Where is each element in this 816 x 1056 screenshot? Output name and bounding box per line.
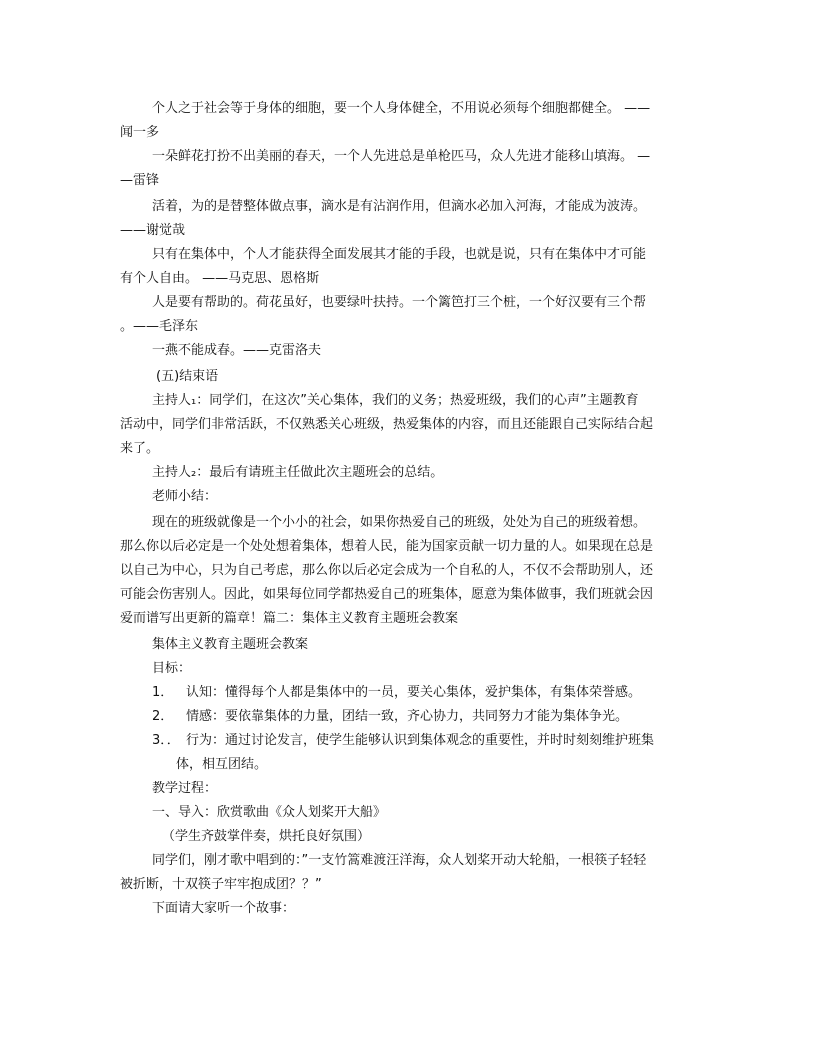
quote-5-line-2: 。——毛泽东 xyxy=(120,319,199,334)
host1-line-3: 来了。 xyxy=(120,441,160,456)
teacher-summary-line-1: 现在的班级就像是一个小小的社会，如果你热爱自己的班级，处处为自己的班级着想。 xyxy=(152,515,647,530)
quote-2-line-1: 一朵鲜花打扮不出美丽的春天，一个人先进总是单枪匹马，众人先进才能移山填海。 — xyxy=(152,149,651,164)
goal-1-number: 1． xyxy=(152,685,174,700)
goal-2-text: 情感：要依靠集体的力量，团结一致，齐心协力，共同努力才能为集体争光。 xyxy=(186,709,629,724)
goal-3-continuation: 体，相互团结。 xyxy=(176,757,268,772)
host1-line-2: 活动中，同学们非常活跃，不仅熟悉关心班级，热爱集体的内容，而且还能跟自己实际结合起 xyxy=(120,417,654,432)
process-label: 教学过程： xyxy=(152,781,218,796)
song-line-1: 同学们，刚才歌中唱到的：”一支竹篙难渡汪洋海，众人划桨开动大轮船，一根筷子轻轻 xyxy=(152,853,647,868)
quote-5-line-1: 人是要有帮助的。荷花虽好，也要绿叶扶持。一个篱笆打三个桩，一个好汉要有三个帮 xyxy=(152,295,647,310)
quote-4-line-1: 只有在集体中，个人才能获得全面发展其才能的手段，也就是说，只有在集体中才可能 xyxy=(152,247,647,262)
song-line-2: 被折断，十双筷子牢牢抱成团？？” xyxy=(120,877,322,892)
quote-3-line-1: 活着，为的是替整体做点事，滴水是有沾润作用，但滴水必加入河海，才能成为波涛。 xyxy=(152,199,647,214)
goal-label: 目标： xyxy=(152,661,192,676)
quote-2-line-2: —雷锋 xyxy=(120,173,160,188)
teacher-summary-line-3: 以自己为中心，只为自己考虑，那么你以后必定会成为一个自私的人，不仅不会帮助别人，还 xyxy=(120,563,654,578)
teacher-summary-line-4: 可能会伤害别人。因此，如果每位同学都热爱自己的班集体，愿意为集体做事，我们班就会因 xyxy=(120,587,654,602)
plan-title: 集体主义教育主题班会教案 xyxy=(152,637,309,652)
quote-1-line-2: 闻一多 xyxy=(120,125,160,140)
goal-2-number: 2． xyxy=(152,709,174,724)
teacher-summary-line-5: 爱而谱写出更新的篇章！篇二：集体主义教育主题班会教案 xyxy=(120,611,459,626)
host1-line-1: 主持人₁：同学们，在这次”关心集体，我们的义务；热爱班级，我们的心声”主题教育 xyxy=(152,393,639,408)
intro-heading: 一、导入：欣赏歌曲《众人划桨开大船》 xyxy=(152,805,387,820)
goal-3-text: 行为：通过讨论发言，使学生能够认识到集体观念的重要性，并时时刻刻维护班集 xyxy=(186,733,655,748)
section-five-heading: (五)结束语 xyxy=(156,369,219,384)
quote-6-line-1: 一燕不能成春。——克雷洛夫 xyxy=(152,343,322,358)
teacher-summary-line-2: 那么你以后必定是一个处处想着集体，想着人民，能为国家贡献一切力量的人。如果现在总是 xyxy=(120,539,654,554)
quote-1-line-1: 个人之于社会等于身体的细胞，要一个人身体健全，不用说必须每个细胞都健全。 —— xyxy=(152,101,651,116)
quote-3-line-2: ——谢觉哉 xyxy=(120,223,186,238)
story-intro: 下面请大家听一个故事： xyxy=(152,901,296,916)
teacher-summary-label: 老师小结： xyxy=(152,489,218,504)
goal-1-text: 认知：懂得每个人都是集体中的一员，要关心集体，爱护集体，有集体荣誉感。 xyxy=(186,685,642,700)
host2-line: 主持人₂：最后有请班主任做此次主题班会的总结。 xyxy=(152,465,444,480)
intro-note: （学生齐鼓掌伴奏，烘托良好氛围） xyxy=(162,829,371,844)
goal-3-number: 3．． xyxy=(152,733,180,748)
quote-4-line-2: 有个人自由。 ——马克思、恩格斯 xyxy=(120,271,320,286)
